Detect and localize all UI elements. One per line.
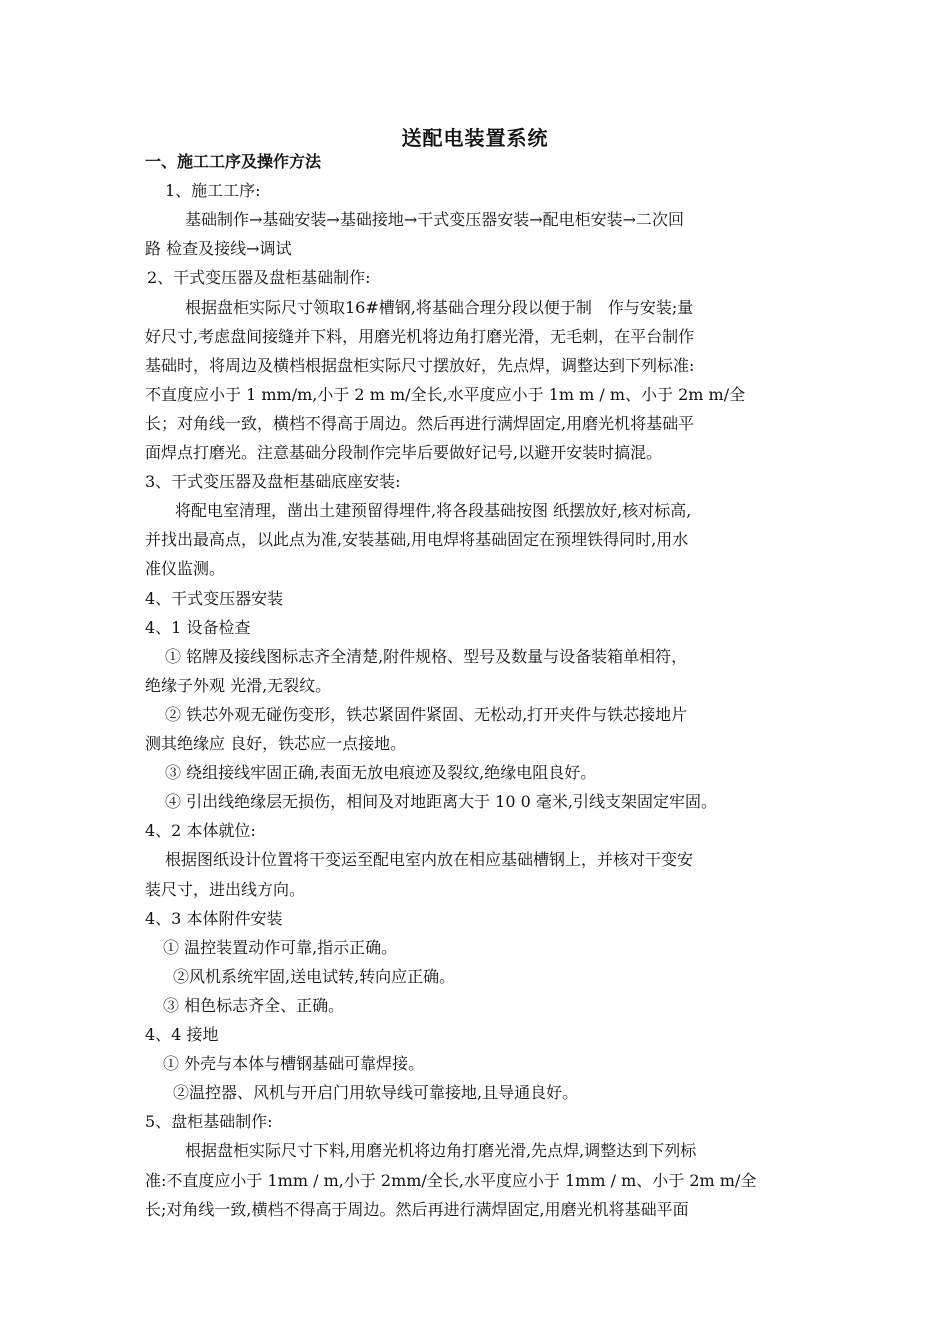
text-line: 面焊点打磨光。注意基础分段制作完毕后要做好记号,以避开安装时搞混。: [145, 443, 663, 462]
text-line: 4、干式变压器安装: [145, 588, 284, 608]
text-line: 将配电室清理，凿出土建预留得埋件,将各段基础按图 纸摆放好,核对标高,: [175, 501, 692, 521]
text-line: 准仪监测。: [145, 559, 226, 579]
text-line: 不直度应小于 1 mm/m,小于 2 m m/全长,水平度应小于 1m m / m、小于 2m m/全: [145, 384, 746, 404]
text-line: 根据图纸设计位置将干变运至配电室内放在相应基础槽钢上，并核对干变安: [165, 850, 694, 870]
text-line: 好尺寸,考虑盘间接缝并下料，用磨光机将边角打磨光滑，无毛刺，在平台制作: [145, 326, 695, 346]
text-line: 长;对角线一致,横档不得高于周边。然后再进行满焊固定,用磨光机将基础平面: [145, 1199, 689, 1219]
text-line: ④ 引出线绝缘层无损伤，相间及对地距离大于 10 0 毫米,引线支架固定牢固。: [165, 792, 717, 812]
text-line: 4、1 设备检查: [145, 617, 251, 637]
text-line: 基础时，将周边及横档根据盘柜实际尺寸摆放好，先点焊，调整达到下列标准:: [145, 355, 695, 375]
text-line: ②风机系统牢固,送电试转,转向应正确。: [173, 966, 456, 986]
document-title: 送配电装置系统: [401, 126, 549, 150]
text-line: 路 检查及接线→调试: [145, 239, 292, 259]
text-line: ③ 相色标志齐全、正确。: [163, 995, 345, 1015]
text-line: ③ 绕组接线牢固正确,表面无放电痕迹及裂纹,绝缘电阻良好。: [165, 763, 597, 783]
text-line: 5、盘柜基础制作:: [145, 1112, 273, 1132]
text-line: 4、4 接地: [145, 1025, 219, 1044]
text-line: 3、干式变压器及盘柜基础底座安装:: [145, 472, 401, 492]
text-line: 装尺寸，进出线方向。: [145, 879, 306, 899]
text-line: ① 外壳与本体与槽钢基础可靠焊接。: [163, 1054, 425, 1074]
text-line: 根据盘柜实际尺寸领取16#槽钢,将基础合理分段以便于制 作与安装;量: [185, 297, 694, 317]
text-line: 2、干式变压器及盘柜基础制作:: [147, 268, 371, 288]
text-line: ②温控器、风机与开启门用软导线可靠接地,且导通良好。: [173, 1083, 579, 1103]
text-line: ① 温控装置动作可靠,指示正确。: [163, 937, 398, 957]
text-line: ① 铭牌及接线图标志齐全清楚,附件规格、型号及数量与设备装箱单相符，: [165, 646, 688, 666]
text-line: 根据盘柜实际尺寸下料,用磨光机将边角打磨光滑,先点焊,调整达到下列标: [185, 1141, 697, 1161]
text-line: ② 铁芯外观无碰伤变形，铁芯紧固件紧固、无松动,打开夹件与铁芯接地片: [165, 704, 688, 724]
text-line: 测其绝缘应 良好，铁芯应一点接地。: [145, 734, 407, 753]
text-line: 并找出最高点，以此点为准,安装基础,用电焊将基础固定在预埋铁得同时,用水: [145, 530, 689, 550]
text-line: 1、施工工序:: [165, 181, 261, 201]
text-line: 一、施工工序及操作方法: [145, 152, 322, 171]
text-line: 基础制作→基础安装→基础接地→干式变压器安装→配电柜安装→二次回: [185, 210, 685, 230]
text-line: 4、3 本体附件安装: [145, 908, 283, 928]
text-line: 长；对角线一致，横档不得高于周边。然后再进行满焊固定,用磨光机将基础平: [145, 413, 695, 433]
text-line: 4、2 本体就位:: [145, 821, 256, 841]
text-line: 准:不直度应小于 1mm / m,小于 2mm/全长,水平度应小于 1mm / m、小于 2m m/全: [145, 1170, 757, 1190]
text-line: 绝缘子外观 光滑,无裂纹。: [145, 675, 332, 695]
